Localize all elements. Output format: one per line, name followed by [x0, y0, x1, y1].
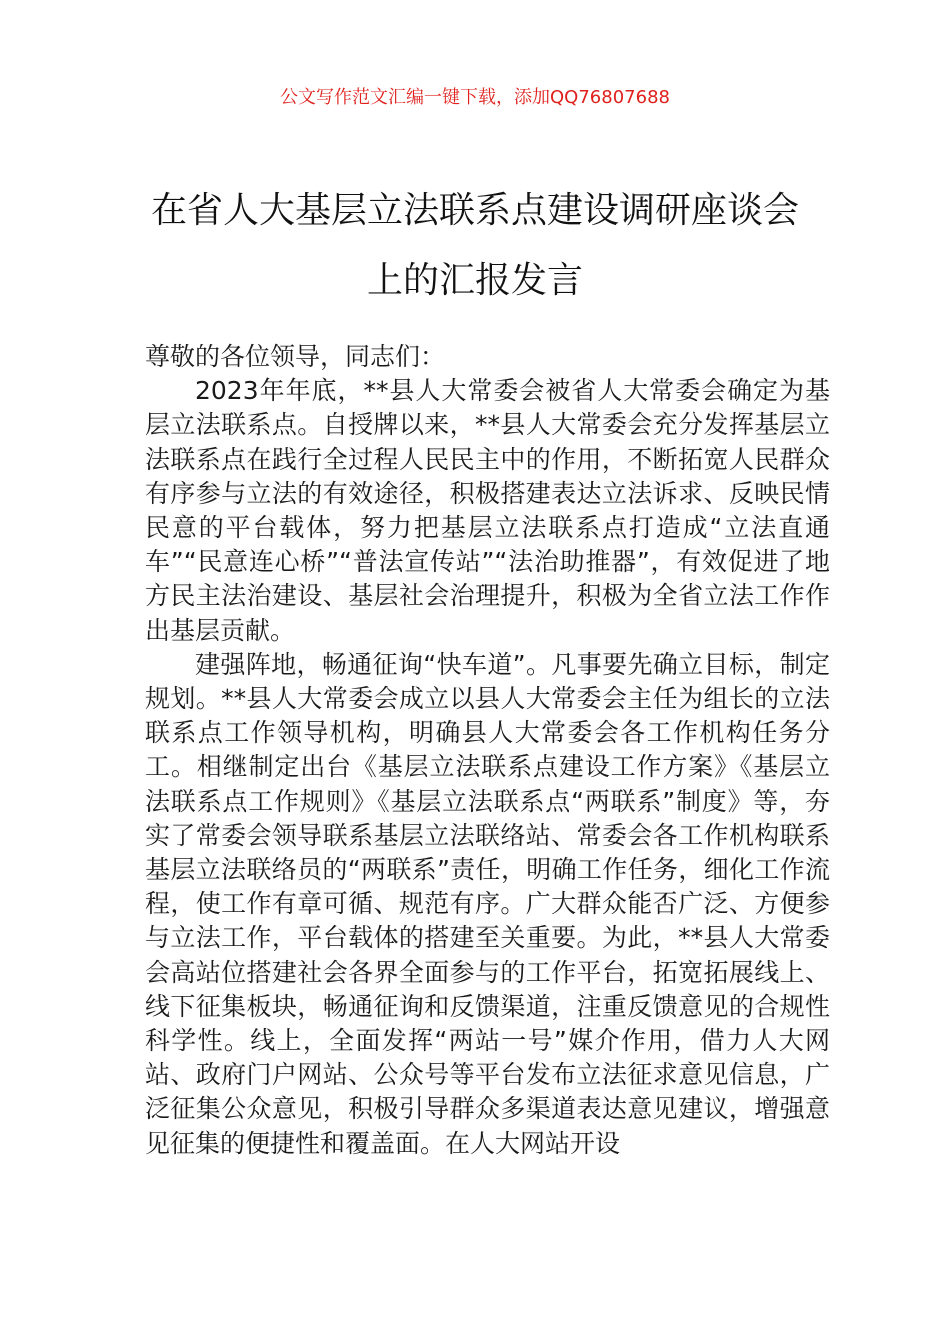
document-title: [100, 176, 850, 316]
document-body: [145, 340, 830, 1161]
paragraph-intro: 2023年年底，**县人大常委会被省人大常委会确定为基层立法联系点。自授牌以来，**县人大常委会充分发挥基层立法联系点在践行全过程人民民主中的作用，不断拓宽人民群众有序参与立法的有效途径，积极搭建表达立法诉求、反映民情民意的平台载体，努力把基层立法联系点打造成“立法直通车”“民意连心桥”“普法宣传站”“法治助推器”，有效促进了地方民主法治建设、基层社会治理提升，积极为全省立法工作作出基层贡献。: [145, 376, 830, 645]
paragraph-section-1: 建强阵地，畅通征询“快车道”。凡事要先确立目标，制定规划。**县人大常委会成立以县人大常委会主任为组长的立法联系点工作领导机构，明确县人大常委会各工作机构任务分工。相继制定出台《基层立法联系点建设工作方案》《基层立法联系点工作规则》《基层立法联系点“两联系”制度》等，夯实了常委会领导联系基层立法联络站、常委会各工作机构联系基层立法联络员的“两联系”责任，明确工作任务，细化工作流程，使工作有章可循、规范有序。广大群众能否广泛、方便参与立法工作，平台载体的搭建至关重要。为此，**县人大常委会高站位搭建社会各界全面参与的工作平台，拓宽拓展线上、线下征集板块，畅通征询和反馈渠道，注重反馈意见的合规性科学性。线上，全面发挥“两站一号”媒介作用，借力人大网站、政府门户网站、公众号等平台发布立法征求意见信息，广泛征集公众意见，积极引导群众多渠道表达意见建议，增强意见征集的便捷性和覆盖面。在人大网站开设: [145, 649, 830, 1158]
title-line-1: 在省人大基层立法联系点建设调研座谈会: [150, 190, 799, 231]
download-banner: 公文写作范文汇编一键下载，添加QQ76807688: [280, 87, 670, 108]
title-line-2: 上的汇报发言: [366, 260, 583, 301]
salutation: 尊敬的各位领导，同志们：: [145, 342, 446, 371]
